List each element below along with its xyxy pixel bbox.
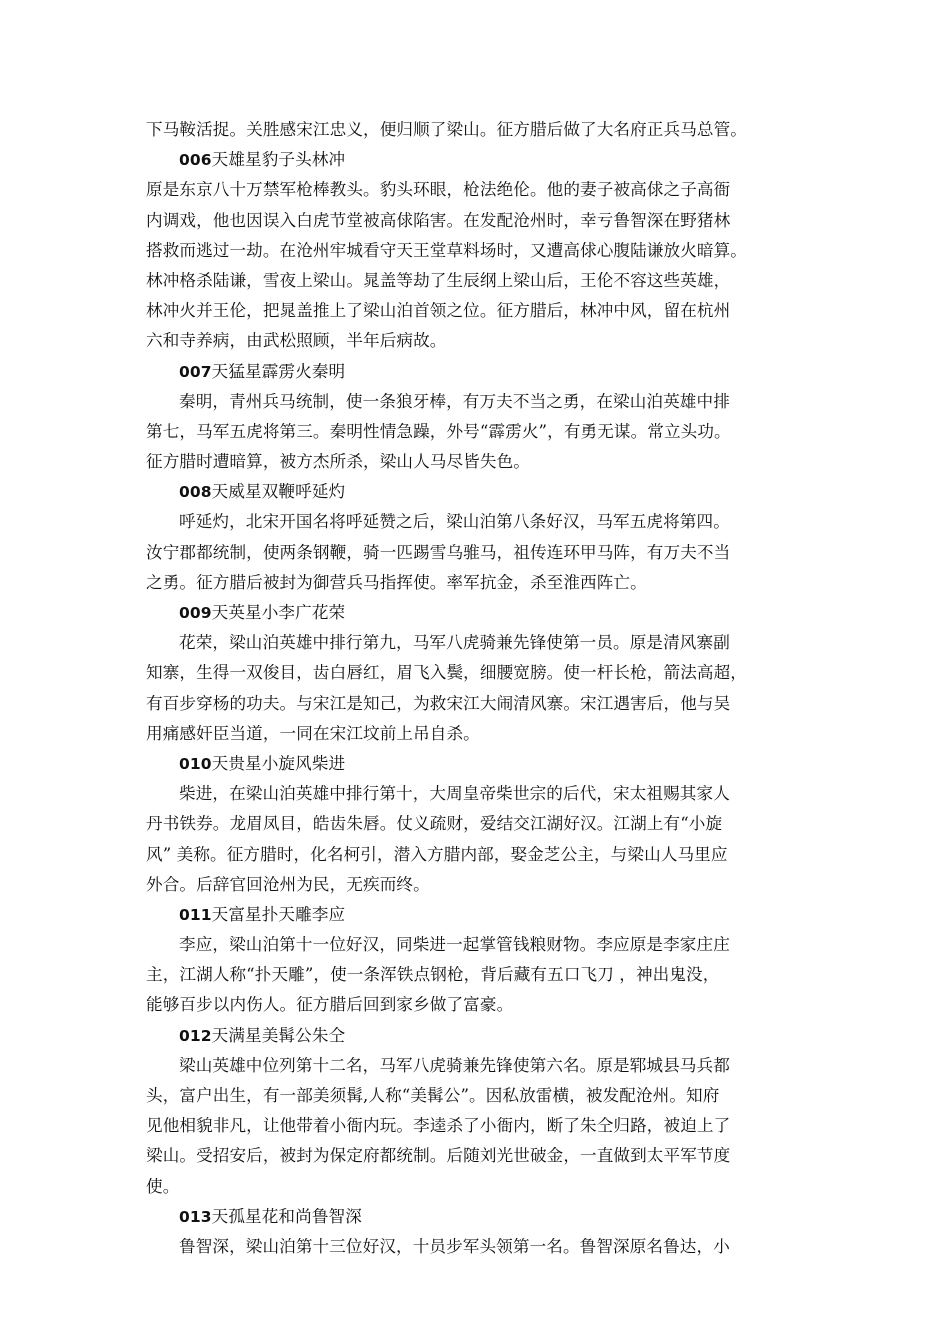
body-line: 能够百步以内伤人。征方腊后回到家乡做了富豪。: [146, 995, 514, 1015]
section-heading: [146, 145, 810, 175]
body-line: 花荣，梁山泊英雄中排行第九，马军八虎骑兼先锋使第一员。原是清风寨副: [179, 633, 730, 653]
section-number: 011: [179, 905, 212, 924]
body-line: 主，江湖人称“扑天雕”，使一条浑铁点钢枪，背后藏有五口飞刀 ，神出鬼没，: [146, 965, 720, 985]
body-line: 梁山。受招安后，被封为保定府都统制。后随刘光世破金，一直做到太平军节度: [146, 1146, 731, 1166]
body-line: 秦明，青州兵马统制，使一条狼牙棒，有万夫不当之勇，在梁山泊英雄中排: [179, 391, 730, 411]
sections-container: [146, 145, 810, 1262]
section-number: 010: [179, 754, 212, 773]
body-line: 头，富户出生，有一部美须髯,人称“美髯公”。因私放雷横，被发配沧州。知府: [146, 1086, 720, 1105]
body-line: 知寨，生得一双俊目，齿白唇红，眉飞入鬓，细腰宽膀。使一杆长枪，箭法高超，: [146, 663, 747, 683]
section-title: 天满星美髯公朱仝: [211, 1025, 346, 1045]
body-line: 汝宁郡都统制，使两条钢鞭，骑一匹踢雪乌骓马，祖传连环甲马阵，有万夫不当: [146, 542, 731, 562]
section-heading: [146, 1202, 810, 1232]
section-number: 009: [179, 604, 212, 622]
section-title: 天雄星豹子头林冲: [211, 150, 346, 170]
body-line: 鲁智深，梁山泊第十三位好汉，十员步军头领第一名。鲁智深原名鲁达，小: [179, 1236, 730, 1256]
body-line: 使。: [146, 1176, 180, 1196]
section-number: 007: [179, 362, 212, 381]
body-line: 征方腊时遭暗算，被方杰所杀，梁山人马尽皆失色。: [146, 452, 530, 472]
section-title: 天威星双鞭呼延灼: [211, 482, 346, 502]
body-line: 梁山英雄中位列第十二名，马军八虎骑兼先锋使第六名。原是郓城县马兵都: [179, 1055, 730, 1075]
body-line: 柴进，在梁山泊英雄中排行第十，大周皇帝柴世宗的后代，宋太祖赐其家人: [179, 784, 730, 804]
body-line: 见他相貌非凡，让他带着小衙内玩。李逵杀了小衙内，断了朱仝归路，被迫上了: [146, 1116, 731, 1136]
section-title: 天富星扑天雕李应: [211, 904, 346, 924]
section-number: 013: [179, 1207, 212, 1226]
section-heading: [146, 749, 810, 779]
section-title: 天孤星花和尚鲁智深: [211, 1206, 362, 1226]
section-title: 天贵星小旋风柴进: [211, 753, 346, 773]
body-line: 外合。后辞官回沧州为民，无疾而终。: [146, 874, 430, 894]
body-line: 风” 美称。征方腊时，化名柯引，潜入方腊内部，娶金芝公主，与梁山人马里应: [146, 844, 728, 864]
intro-line: 下马鞍活捉。关胜感宋江忠义，便归顺了梁山。征方腊后做了大名府正兵马总管。: [146, 120, 747, 139]
section-heading: [146, 1021, 810, 1051]
body-line: 第七，马军五虎将第三。秦明性情急躁，外号“霹雳火”，有勇无谋。常立头功。: [146, 421, 731, 441]
section-heading: [146, 598, 810, 628]
body-line: 之勇。征方腊后被封为御营兵马指挥使。率军抗金，杀至淮西阵亡。: [146, 572, 647, 592]
body-line: 用痛感奸臣当道，一同在宋江坟前上吊自杀。: [146, 723, 480, 743]
section-number: 012: [179, 1026, 212, 1045]
section-number: 006: [179, 151, 212, 170]
body-line: 林冲火并王伦，把晁盖推上了梁山泊首领之位。征方腊后，林冲中风，留在杭州: [146, 301, 731, 321]
body-line: 内调戏，他也因误入白虎节堂被高俅陷害。在发配沧州时，幸亏鲁智深在野猪林: [146, 210, 731, 230]
body-line: 呼延灼，北宋开国名将呼延赞之后，梁山泊第八条好汉，马军五虎将第四。: [179, 512, 730, 532]
body-line: 林冲格杀陆谦，雪夜上梁山。晁盖等劫了生辰纲上梁山后，王伦不容这些英雄，: [146, 270, 731, 290]
body-line: 丹书铁券。龙眉凤目，皓齿朱唇。仗义疏财，爱结交江湖好汉。江湖上有“小旋: [146, 814, 723, 834]
section-title: 天英星小李广花荣: [211, 603, 346, 622]
body-line: 有百步穿杨的功夫。与宋江是知己，为救宋江大闹清风寨。宋江遇害后，他与吴: [146, 693, 731, 713]
body-line: 六和寺养病，由武松照顾，半年后病故。: [146, 331, 447, 351]
section-number: 008: [179, 483, 212, 502]
section-title: 天猛星霹雳火秦明: [211, 361, 346, 381]
section-heading: [146, 357, 810, 387]
body-line: 原是东京八十万禁军枪棒教头。豹头环眼，枪法绝伦。他的妻子被高俅之子高衙: [146, 180, 731, 200]
section-heading: [146, 900, 810, 930]
body-line: 搭救而逃过一劫。在沧州牢城看守天王堂草料场时，又遭高俅心腹陆谦放火暗算。: [146, 240, 747, 260]
section-heading: [146, 477, 810, 507]
document-page: [146, 115, 810, 1262]
body-line: 李应，梁山泊第十一位好汉，同柴进一起掌管钱粮财物。李应原是李家庄庄: [179, 935, 730, 955]
